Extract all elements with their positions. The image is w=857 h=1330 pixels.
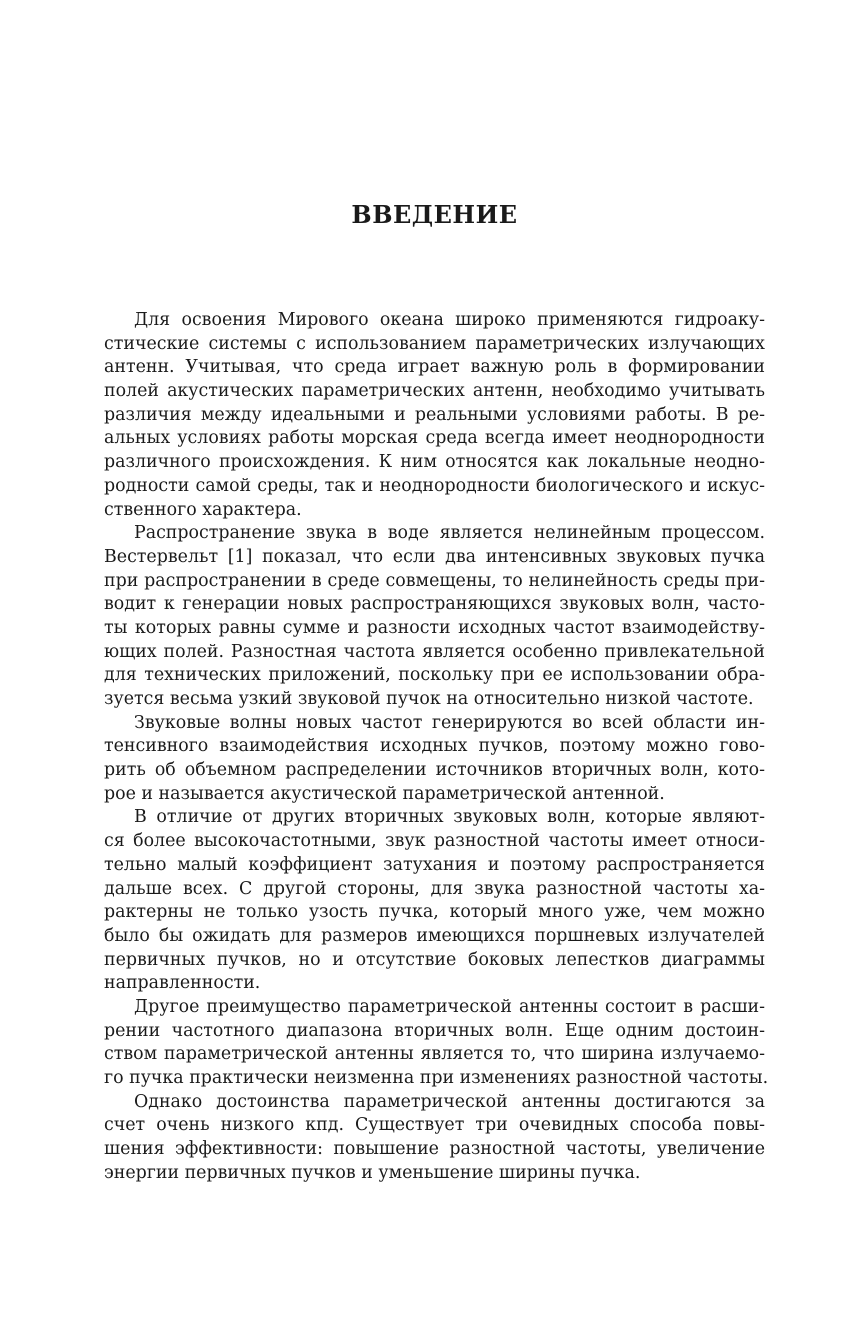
- text-line: водит к генерации новых распространяющихся звуковых волн, часто-: [104, 594, 765, 615]
- text-line: альных условиях работы морская среда всегда имеет неоднородности: [104, 428, 765, 449]
- paragraph: [104, 1091, 765, 1186]
- text-line: Для освоения Мирового океана широко применяются гидроаку-: [134, 310, 765, 330]
- text-line: энергии первичных пучков и уменьшение ширины пучка.: [104, 1162, 641, 1183]
- body-text: [104, 309, 769, 1185]
- text-line: Другое преимущество параметрической антенны состоит в расши-: [134, 996, 765, 1017]
- text-line: Однако достоинства параметрической антенны достигаются за: [134, 1091, 765, 1112]
- paragraph: [104, 996, 769, 1091]
- paragraph: [104, 712, 765, 807]
- text-line: различия между идеальными и реальными условиями работы. В ре-: [104, 404, 765, 425]
- text-line: ством параметрической антенны является то, что ширина излучаемо-: [104, 1044, 765, 1065]
- text-line: ся более высокочастотными, звук разностной частоты имеет относи-: [104, 831, 765, 852]
- paragraph: [104, 522, 765, 712]
- text-line: антенн. Учитывая, что среда играет важную роль в формировании: [104, 357, 765, 378]
- text-line: родности самой среды, так и неоднородности биологического и искус-: [104, 475, 765, 496]
- text-line: для технических приложений, поскольку при ее использовании обра-: [104, 665, 765, 686]
- text-line: стические системы с использованием параметрических излучающих: [104, 333, 765, 354]
- text-line: тельно малый коэффициент затухания и поэтому распространяется: [104, 854, 765, 875]
- text-line: ющих полей. Разностная частота является особенно привлекательной: [104, 641, 765, 662]
- text-line: при распространении в среде совмещены, то нелинейность среды при-: [104, 570, 765, 591]
- paragraph: [104, 309, 765, 522]
- text-line: В отличие от других вторичных звуковых волн, которые являют-: [134, 807, 765, 828]
- text-line: различного происхождения. К ним относятся как локальные неодно-: [104, 452, 765, 473]
- text-line: Вестервельт [1] показал, что если два интенсивных звуковых пучка: [104, 546, 765, 567]
- text-line: полей акустических параметрических антенн, необходимо учитывать: [104, 381, 765, 402]
- text-line: первичных пучков, но и отсутствие боковых лепестков диаграммы: [104, 949, 765, 970]
- paragraph: [104, 806, 765, 996]
- text-line: го пучка практически неизменна при изменениях разностной частоты.: [104, 1068, 769, 1088]
- text-line: дальше всех. С другой стороны, для звука разностной частоты ха-: [104, 878, 765, 899]
- text-line: счет очень низкого кпд. Существует три очевидных способа повы-: [104, 1115, 765, 1136]
- text-line: ственного характера.: [104, 499, 302, 520]
- text-line: Звуковые волны новых частот генерируются во всей области ин-: [134, 712, 765, 733]
- text-line: ты которых равны сумме и разности исходных частот взаимодейству-: [104, 617, 765, 638]
- text-line: направленности.: [104, 973, 261, 994]
- text-line: зуется весьма узкий звуковой пучок на относительно низкой частоте.: [104, 689, 754, 709]
- text-line: рое и называется акустической параметрической антенной.: [104, 783, 665, 804]
- text-line: было бы ожидать для размеров имеющихся поршневых излучателей: [104, 925, 765, 946]
- chapter-title: ВВЕДЕНИЕ: [351, 200, 518, 229]
- text-line: тенсивного взаимодействия исходных пучков, поэтому можно гово-: [104, 736, 765, 757]
- text-line: рить об объемном распределении источников вторичных волн, кото-: [104, 760, 765, 781]
- text-line: Распространение звука в воде является нелинейным процессом.: [134, 523, 765, 544]
- text-line: рактерны не только узость пучка, который много уже, чем можно: [104, 902, 765, 923]
- text-line: шения эффективности: повышение разностной частоты, увеличение: [104, 1139, 765, 1160]
- text-line: рении частотного диапазона вторичных волн. Еще одним достоин-: [104, 1020, 765, 1041]
